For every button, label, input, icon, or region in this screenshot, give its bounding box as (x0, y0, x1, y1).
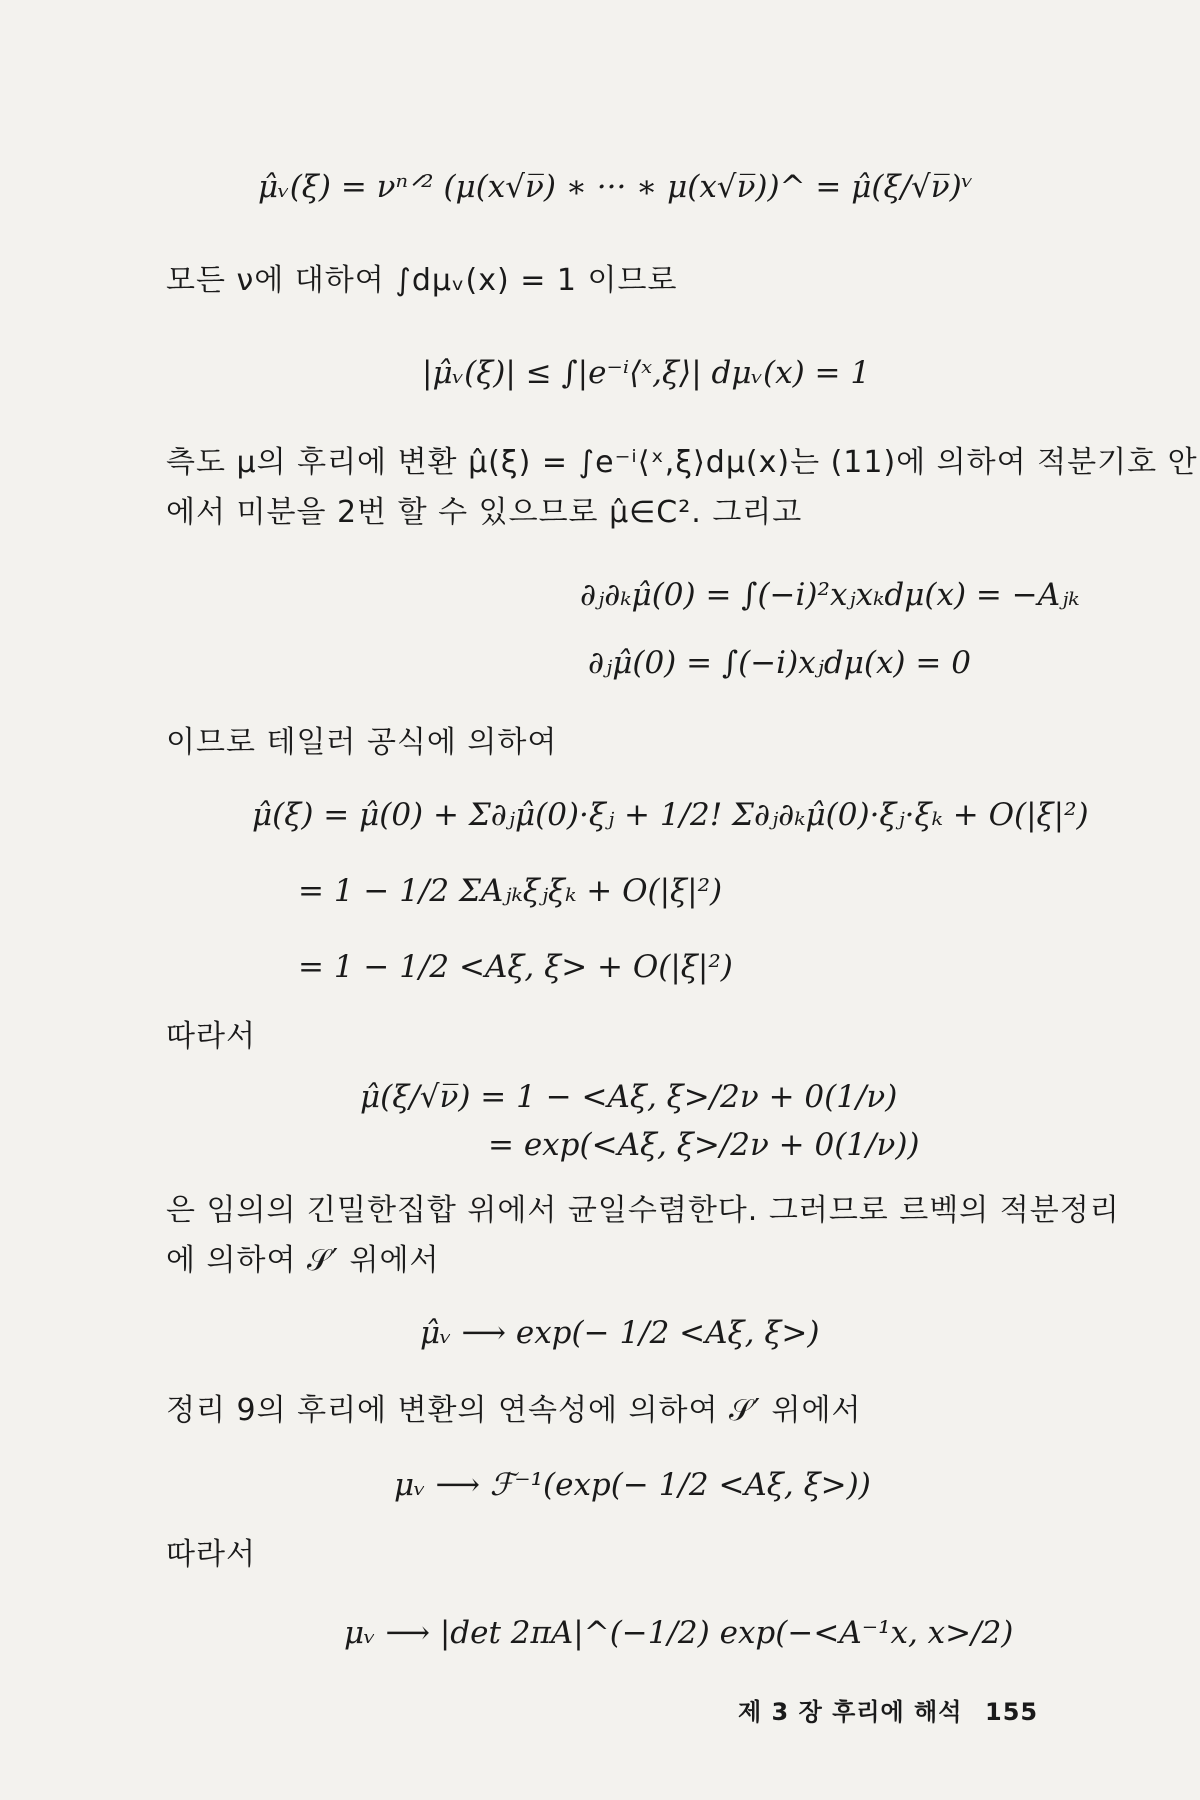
equation-line: |μ̂ᵥ(ξ)| ≤ ∫|e⁻ⁱ⟨ˣ,ξ⟩| dμᵥ(x) = 1 (422, 355, 871, 391)
text-line: 따라서 (166, 1537, 256, 1572)
text-line: 에 의하여 𝒮′ 위에서 (166, 1243, 440, 1278)
text-line: 정리 9의 후리에 변환의 연속성에 의하여 𝒮′ 위에서 (166, 1393, 862, 1428)
text-line: 모든 ν에 대하여 ∫dμᵥ(x) = 1 이므로 (166, 263, 678, 298)
equation-line: μᵥ ⟶ |det 2πA|^(−1/2) exp(−<A⁻¹x, x>/2) (344, 1615, 1014, 1651)
text-line: 측도 μ의 후리에 변환 μ̂(ξ) = ∫e⁻ⁱ⟨ˣ,ξ⟩dμ(x)는 (11)에 의하여 적분기호 안 (166, 445, 1198, 480)
equation-line: μ̂(ξ/√ν̅) = 1 − <Aξ, ξ>/2ν + 0(1/ν) (360, 1079, 898, 1115)
equation-line: μᵥ ⟶ ℱ⁻¹(exp(− 1/2 <Aξ, ξ>)) (394, 1467, 871, 1503)
page-number: 155 (985, 1698, 1039, 1726)
equation-line: = exp(<Aξ, ξ>/2ν + 0(1/ν)) (488, 1127, 920, 1163)
equation-line: ∂ⱼ∂ₖμ̂(0) = ∫(−i)²xⱼxₖdμ(x) = −Aⱼₖ (580, 577, 1080, 613)
equation-line: μ̂(ξ) = μ̂(0) + Σ∂ⱼμ̂(0)·ξⱼ + 1/2! Σ∂ⱼ∂ₖμ̂(0)·ξⱼ·ξₖ + O(|ξ|²) (252, 797, 1089, 833)
equation-line: μ̂ᵥ ⟶ exp(− 1/2 <Aξ, ξ>) (420, 1315, 820, 1351)
equation-line: ∂ⱼμ̂(0) = ∫(−i)xⱼdμ(x) = 0 (588, 645, 971, 681)
equation-line: = 1 − 1/2 <Aξ, ξ> + O(|ξ|²) (298, 949, 733, 985)
text-line: 이므로 테일러 공식에 의하여 (166, 725, 558, 760)
text-line: 은 임의의 긴밀한집합 위에서 균일수렴한다. 그러므로 르벡의 적분정리 (166, 1193, 1120, 1228)
footer-chapter: 제 3 장 후리에 해석 (738, 1698, 963, 1726)
text-line: 에서 미분을 2번 할 수 있으므로 μ̂∈C². 그리고 (166, 495, 803, 530)
text-line: 따라서 (166, 1019, 256, 1054)
equation-line: = 1 − 1/2 ΣAⱼₖξⱼξₖ + O(|ξ|²) (298, 873, 723, 909)
equation-line: μ̂ᵥ(ξ) = νⁿᐟ² (μ(x√ν̅) ∗ ··· ∗ μ(x√ν̅))^ = μ̂(ξ/√ν̅)ᵛ (258, 169, 974, 205)
